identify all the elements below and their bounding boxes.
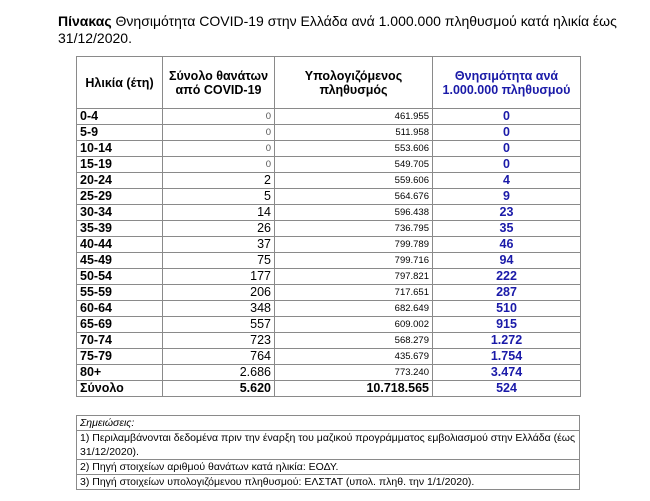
rate-cell: 4 (433, 173, 581, 189)
rate-cell: 0 (433, 125, 581, 141)
age-cell: 80+ (77, 365, 163, 381)
total-population: 10.718.565 (275, 381, 433, 397)
age-cell: 20-24 (77, 173, 163, 189)
age-cell: 50-54 (77, 269, 163, 285)
age-cell: 55-59 (77, 285, 163, 301)
rate-cell: 94 (433, 253, 581, 269)
population-cell: 553.606 (275, 141, 433, 157)
note-2: 2) Πηγή στοιχείων αριθμού θανάτων κατά ηλικία: ΕΟΔΥ. (77, 460, 580, 475)
population-cell: 559.606 (275, 173, 433, 189)
header-rate: Θνησιμότητα ανά 1.000.000 πληθυσμού (433, 57, 581, 109)
population-cell: 568.279 (275, 333, 433, 349)
deaths-cell: 764 (163, 349, 275, 365)
age-cell: 45-49 (77, 253, 163, 269)
deaths-cell: 75 (163, 253, 275, 269)
notes-box (76, 415, 580, 490)
deaths-cell: 177 (163, 269, 275, 285)
population-cell: 682.649 (275, 301, 433, 317)
population-cell: 596.438 (275, 205, 433, 221)
population-cell: 435.679 (275, 349, 433, 365)
table-row (77, 109, 581, 125)
table-header-row (77, 57, 581, 109)
population-cell: 461.955 (275, 109, 433, 125)
deaths-cell: 2 (163, 173, 275, 189)
note-3: 3) Πηγή στοιχείων υπολογιζόμενου πληθυσμού: ΕΛΣΤΑΤ (υπολ. πληθ. την 1/1/2020). (77, 475, 580, 490)
table-row (77, 269, 581, 285)
age-cell: 60-64 (77, 301, 163, 317)
total-label: Σύνολο (77, 381, 163, 397)
header-deaths: Σύνολο θανάτων από COVID-19 (163, 57, 275, 109)
age-cell: 25-29 (77, 189, 163, 205)
header-population: Υπολογιζόμενος πληθυσμός (275, 57, 433, 109)
table-row (77, 125, 581, 141)
deaths-cell: 5 (163, 189, 275, 205)
table-row (77, 173, 581, 189)
deaths-cell: 26 (163, 221, 275, 237)
rate-cell: 0 (433, 157, 581, 173)
population-cell: 736.795 (275, 221, 433, 237)
deaths-cell: 348 (163, 301, 275, 317)
table-row (77, 349, 581, 365)
age-cell: 40-44 (77, 237, 163, 253)
age-cell: 0-4 (77, 109, 163, 125)
population-cell: 549.705 (275, 157, 433, 173)
population-cell: 797.821 (275, 269, 433, 285)
deaths-cell: 0 (163, 141, 275, 157)
note-1: 1) Περιλαμβάνονται δεδομένα πριν την έναρξη του μαζικού προγράμματος εμβολιασμού στην Ελλάδα (έως 31/12/2020). (77, 431, 580, 460)
table-row (77, 221, 581, 237)
rate-cell: 222 (433, 269, 581, 285)
notes-heading: Σημειώσεις: (77, 416, 580, 431)
age-cell: 10-14 (77, 141, 163, 157)
rate-cell: 35 (433, 221, 581, 237)
age-cell: 30-34 (77, 205, 163, 221)
rate-cell: 46 (433, 237, 581, 253)
deaths-cell: 37 (163, 237, 275, 253)
table-row (77, 253, 581, 269)
rate-cell: 0 (433, 141, 581, 157)
population-cell: 799.789 (275, 237, 433, 253)
rate-cell: 287 (433, 285, 581, 301)
table-row (77, 141, 581, 157)
rate-cell: 0 (433, 109, 581, 125)
rate-cell: 23 (433, 205, 581, 221)
age-cell: 15-19 (77, 157, 163, 173)
page-title (58, 13, 618, 47)
deaths-cell: 557 (163, 317, 275, 333)
population-cell: 799.716 (275, 253, 433, 269)
rate-cell: 1.754 (433, 349, 581, 365)
table-row (77, 333, 581, 349)
table-row (77, 189, 581, 205)
deaths-cell: 2.686 (163, 365, 275, 381)
deaths-cell: 206 (163, 285, 275, 301)
rate-cell: 3.474 (433, 365, 581, 381)
title-text: Θνησιμότητα COVID-19 στην Ελλάδα ανά 1.000.000 πληθυσμού κατά ηλικία έως 31/12/2020. (58, 13, 617, 46)
age-cell: 5-9 (77, 125, 163, 141)
population-cell: 511.958 (275, 125, 433, 141)
header-age: Ηλικία (έτη) (77, 57, 163, 109)
deaths-cell: 0 (163, 109, 275, 125)
population-cell: 609.002 (275, 317, 433, 333)
age-cell: 35-39 (77, 221, 163, 237)
table-row (77, 301, 581, 317)
table-row (77, 205, 581, 221)
table-row (77, 157, 581, 173)
rate-cell: 9 (433, 189, 581, 205)
population-cell: 717.651 (275, 285, 433, 301)
deaths-cell: 14 (163, 205, 275, 221)
title-label: Πίνακας (58, 13, 112, 29)
mortality-table (76, 56, 581, 397)
age-cell: 65-69 (77, 317, 163, 333)
age-cell: 70-74 (77, 333, 163, 349)
rate-cell: 510 (433, 301, 581, 317)
deaths-cell: 0 (163, 157, 275, 173)
table-row (77, 317, 581, 333)
total-rate: 524 (433, 381, 581, 397)
table-row (77, 285, 581, 301)
population-cell: 773.240 (275, 365, 433, 381)
deaths-cell: 723 (163, 333, 275, 349)
total-deaths: 5.620 (163, 381, 275, 397)
deaths-cell: 0 (163, 125, 275, 141)
table-row (77, 365, 581, 381)
age-cell: 75-79 (77, 349, 163, 365)
rate-cell: 915 (433, 317, 581, 333)
rate-cell: 1.272 (433, 333, 581, 349)
table-row (77, 237, 581, 253)
total-row (77, 381, 581, 397)
population-cell: 564.676 (275, 189, 433, 205)
